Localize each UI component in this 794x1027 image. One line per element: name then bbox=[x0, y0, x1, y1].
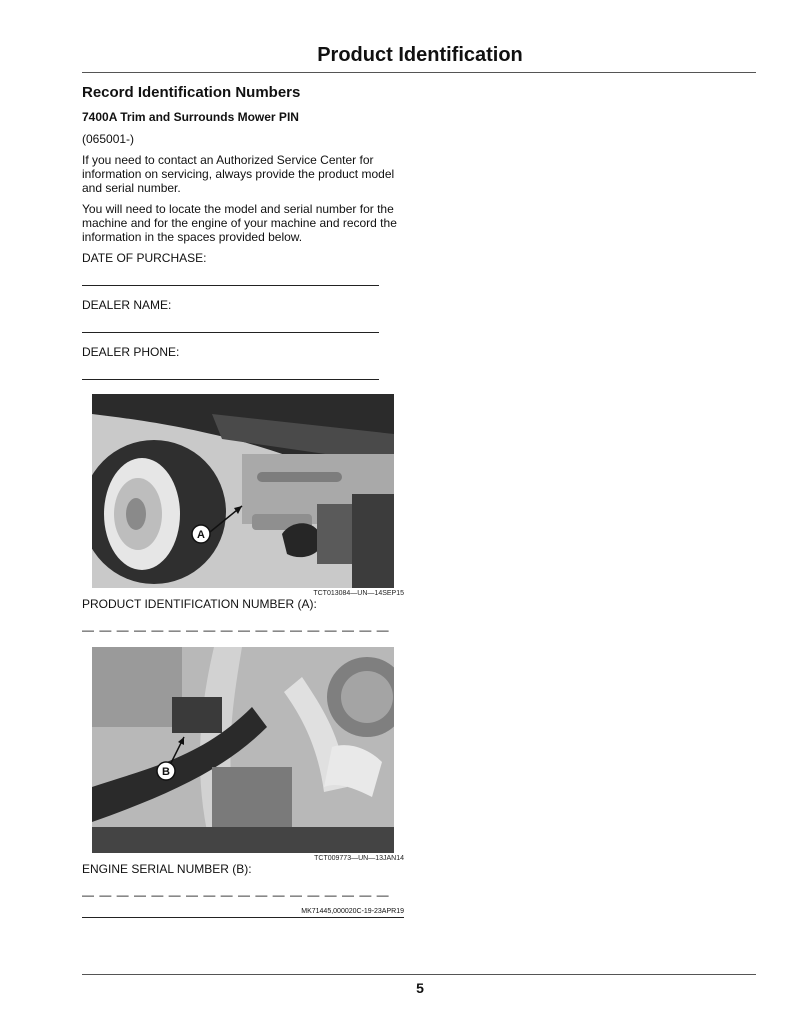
engine-dash-line: — — — — — — — — — — — — — — — — — — bbox=[82, 888, 390, 902]
serial-range: (065001-) bbox=[82, 132, 135, 146]
footer-divider bbox=[82, 974, 756, 975]
mower-pin-illustration bbox=[92, 394, 394, 588]
dealer-phone-line bbox=[82, 379, 379, 380]
engine-serial-illustration bbox=[92, 647, 394, 853]
engine-serial-caption: ENGINE SERIAL NUMBER (B): bbox=[82, 862, 252, 876]
page-title: Product Identification bbox=[317, 44, 523, 66]
content-column bbox=[82, 84, 406, 918]
figure2-code: TCT009773—UN—13JAN14 bbox=[314, 855, 404, 862]
pin-dash-line: — — — — — — — — — — — — — — — — — — bbox=[82, 623, 390, 637]
figure-mower-pin bbox=[92, 394, 404, 597]
paragraph-service: If you need to contact an Authorized Service Center for information on servicing, always provide the product model and serial number. bbox=[82, 153, 395, 195]
figure-engine-serial bbox=[92, 647, 404, 862]
callout-b: B bbox=[162, 766, 170, 778]
reference-code: MK71445,000020C-19-23APR19 bbox=[82, 908, 404, 918]
pin-caption: PRODUCT IDENTIFICATION NUMBER (A): bbox=[82, 597, 317, 611]
page-number: 5 bbox=[416, 980, 424, 996]
header-divider bbox=[82, 72, 756, 73]
date-of-purchase-line bbox=[82, 285, 379, 286]
dealer-name-line bbox=[82, 332, 379, 333]
date-of-purchase-label: DATE OF PURCHASE: bbox=[82, 251, 207, 265]
section-subheading: 7400A Trim and Surrounds Mower PIN bbox=[82, 110, 299, 124]
figure1-code: TCT013084—UN—14SEP15 bbox=[313, 590, 404, 597]
paragraph-locate: You will need to locate the model and serial number for the machine and for the engine of your machine and record the information in the spaces provided below. bbox=[82, 202, 397, 244]
callout-a: A bbox=[197, 529, 205, 541]
dealer-phone-label: DEALER PHONE: bbox=[82, 345, 180, 359]
section-heading: Record Identification Numbers bbox=[82, 84, 301, 101]
dealer-name-label: DEALER NAME: bbox=[82, 298, 172, 312]
